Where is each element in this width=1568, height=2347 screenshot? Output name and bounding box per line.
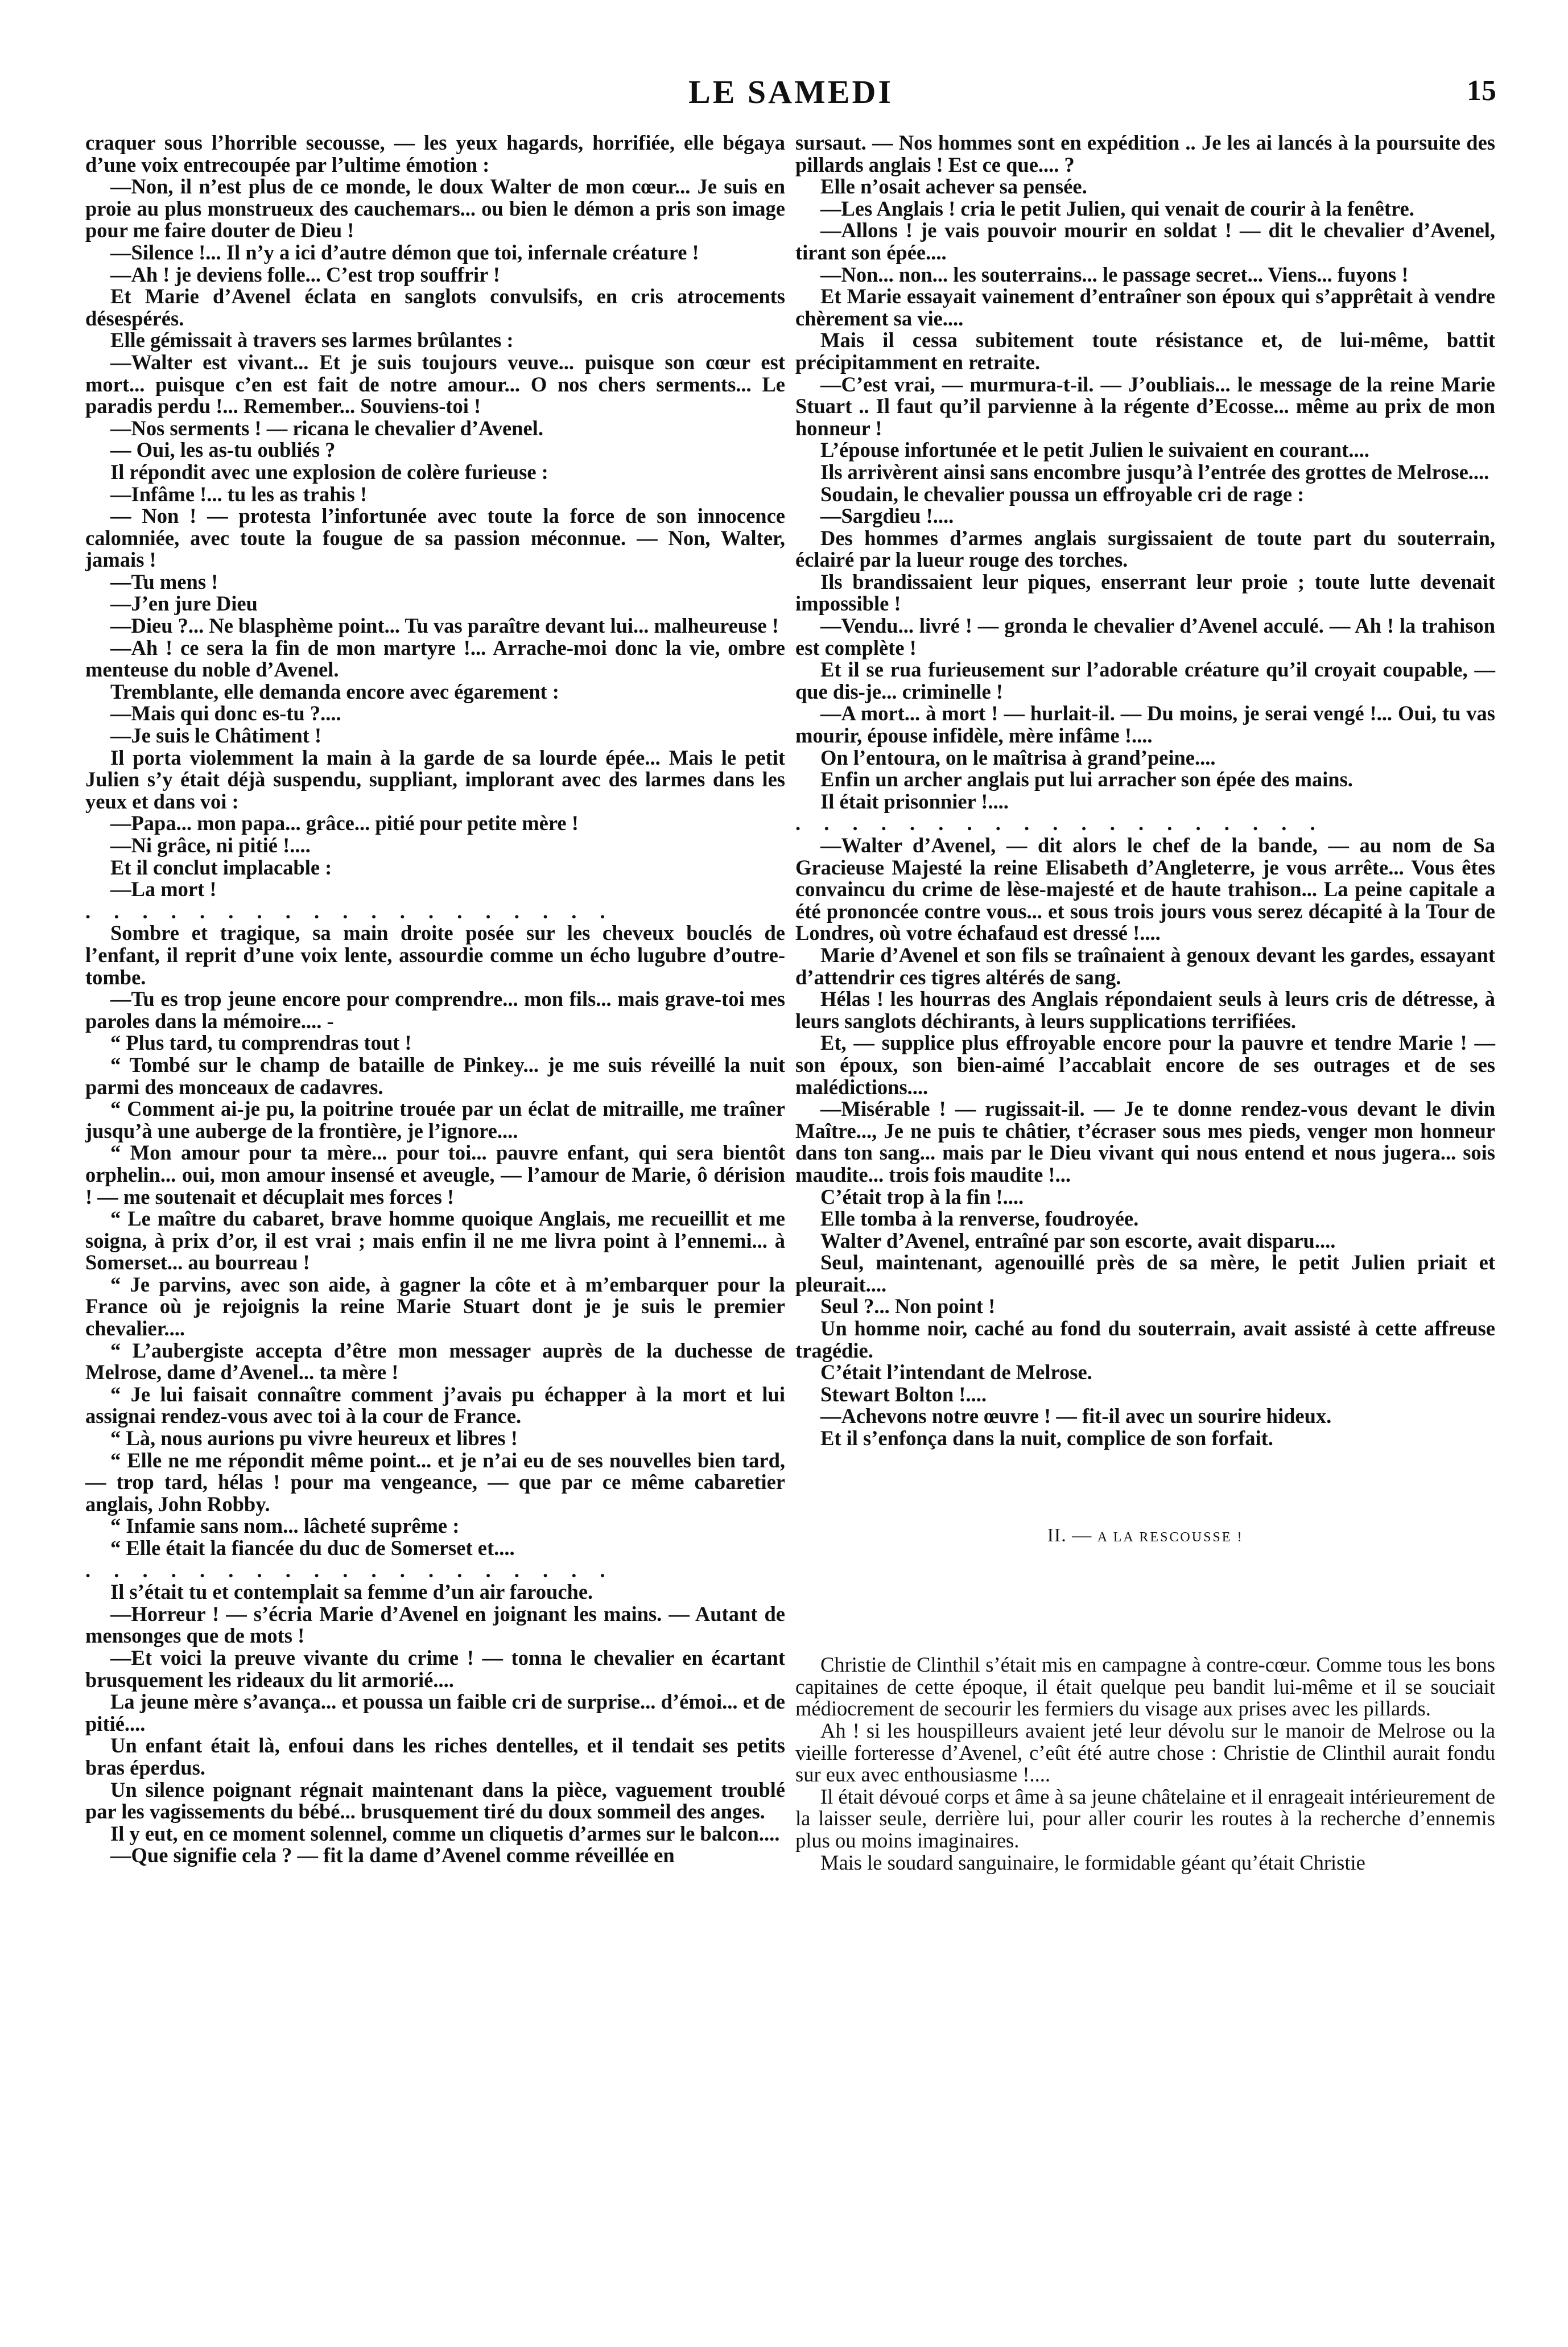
paragraph: Il répondit avec une explosion de colère furieuse :: [110, 460, 548, 484]
paragraph: —Silence !... Il n’y a ici d’autre démon que toi, infernale créature !: [110, 240, 699, 264]
paragraph: —Vendu... livré ! — gronda le chevalier d’Avenel acculé. — Ah ! la trahison est complète !: [795, 614, 1495, 659]
scene-break: . . . . . . . . . . . . . . . . . . .: [85, 899, 614, 923]
right-column-next-chapter: [795, 1654, 1495, 1874]
paragraph: Seul ?... Non point !: [820, 1294, 996, 1318]
paragraph: “ Je lui faisait connaître comment j’avais pu échapper à la mort et lui assignai rendez-vous avec toi à la cour de France.: [85, 1382, 785, 1428]
left-column: [85, 132, 785, 1867]
paragraph: Un enfant était là, enfoui dans les riches dentelles, et il tendait ses petits bras éperdus.: [85, 1734, 785, 1779]
paragraph: Ils brandissaient leur piques, enserrant leur proie ; toute lutte devenait impossible !: [795, 570, 1495, 616]
paragraph: —Dieu ?... Ne blasphème point... Tu vas paraître devant lui... malheureuse !: [110, 614, 779, 638]
journal-title: LE SAMEDI: [688, 73, 893, 110]
paragraph: Ils arrivèrent ainsi sans encombre jusqu’à l’entrée des grottes de Melrose....: [820, 460, 1489, 484]
paragraph: —Ah ! ce sera la fin de mon martyre !... Arrache-moi donc la vie, ombre menteuse du noble d’Avenel.: [85, 636, 785, 682]
paragraph: —Je suis le Châtiment !: [110, 724, 322, 748]
paragraph: Enfin un archer anglais put lui arracher son épée des mains.: [820, 768, 1353, 791]
paragraph: —Et voici la preuve vivante du crime ! — tonna le chevalier en écartant brusquement les rideaux du lit armorié....: [85, 1645, 785, 1692]
section-heading-text: A LA RESCOUSSE !: [1097, 1529, 1244, 1545]
paragraph: L’épouse infortunée et le petit Julien le suivaient en courant....: [820, 438, 1369, 462]
paragraph: Et il se rua furieusement sur l’adorable créature qu’il croyait coupable, — que dis-je... criminelle !: [795, 658, 1495, 703]
page-header: [85, 73, 1496, 118]
paragraph: —Papa... mon papa... grâce... pitié pour petite mère !: [110, 811, 579, 835]
paragraph: Mais le soudard sanguinaire, le formidable géant qu’était Christie: [820, 1850, 1365, 1874]
paragraph: “ L’aubergiste accepta d’être mon messager auprès de la duchesse de Melrose, dame d’Avenel... ta mère !: [85, 1338, 785, 1384]
paragraph: —Allons ! je vais pouvoir mourir en soldat ! — dit le chevalier d’Avenel, tirant son épée....: [795, 218, 1495, 264]
paragraph: —Sargdieu !....: [820, 504, 954, 528]
paragraph: —Nos serments ! — ricana le chevalier d’Avenel.: [110, 416, 543, 440]
paragraph: —Que signifie cela ? — fit la dame d’Avenel comme réveillée en: [110, 1843, 675, 1867]
paragraph: “ Je parvins, avec son aide, à gagner la côte et à m’embarquer pour la France où je rejoignis la reine Marie Stuart dont je je suis le premier chevalier....: [85, 1272, 785, 1340]
paragraph: Et il s’enfonça dans la nuit, complice de son forfait.: [820, 1426, 1273, 1450]
paragraph: Seul, maintenant, agenouillé près de sa mère, le petit Julien priait et pleurait....: [795, 1251, 1495, 1296]
paragraph: Sombre et tragique, sa main droite posée sur les cheveux bouclés de l’enfant, il reprit d’une voix lente, assourdie comme un écho lugubre d’outre-tombe.: [85, 921, 785, 989]
paragraph: Et, — supplice plus effroyable encore pour la pauvre et tendre Marie ! — son époux, son bien-aimé l’accablait encore de ses outrages et de ses malédictions....: [795, 1031, 1495, 1099]
right-column-text: [795, 132, 1495, 1450]
paragraph: —Infâme !... tu les as trahis !: [110, 482, 368, 506]
paragraph: “ Le maître du cabaret, brave homme quoique Anglais, me recueillit et me soigna, à prix d’or, il est vrai ; mais enfin il ne me livra point à l’ennemi... à Somerset... au bourreau !: [85, 1207, 785, 1274]
paragraph: —J’en jure Dieu: [110, 592, 258, 616]
paragraph: On l’entoura, on le maîtrisa à grand’peine....: [820, 745, 1216, 769]
paragraph: Soudain, le chevalier poussa un effroyable cri de rage :: [820, 482, 1305, 506]
paragraph: Des hommes d’armes anglais surgissaient de toute part du souterrain, éclairé par la lueur rouge des torches.: [795, 526, 1495, 572]
paragraph: Et Marie essayait vainement d’entraîner son époux qui s’apprêtait à vendre chèrement sa vie....: [795, 284, 1495, 330]
paragraph: Il était prisonnier !....: [820, 789, 1009, 813]
paragraph: Walter d’Avenel, entraîné par son escorte, avait disparu....: [820, 1228, 1336, 1252]
paragraph: Il était dévoué corps et âme à sa jeune châtelaine et il enrageait intérieurement de la laisser seule, derrière lui, pour aller courir les routes à la recherche d’ennemis plus ou moins imaginaires.: [795, 1784, 1495, 1852]
paragraph: “ Tombé sur le champ de bataille de Pinkey... je me suis réveillé la nuit parmi des monceaux de cadavres.: [85, 1053, 785, 1099]
paragraph: —Walter d’Avenel, — dit alors le chef de la bande, — au nom de Sa Gracieuse Majesté la reine Elisabeth d’Angleterre, je vous arrête... Vous êtes convaincu du crime de lèse-majesté et de haute trahison... La peine capitale a été prononcée contre vous... et sous trois jours vous serez décapité à la Tour de Londres, où votre échafaud est dressé !....: [795, 834, 1495, 945]
scene-break: . . . . . . . . . . . . . . . . . . .: [795, 811, 1324, 835]
paragraph: —La mort !: [110, 877, 217, 901]
paragraph: Mais il cessa subitement toute résistance et, de lui-même, battit précipitamment en retraite.: [795, 328, 1495, 374]
paragraph: Un silence poignant régnait maintenant dans la pièce, vaguement troublé par les vagissements du bébé... brusquement tiré du doux sommeil des anges.: [85, 1777, 785, 1824]
paragraph: —C’est vrai, — murmura-t-il. — J’oubliais... le message de la reine Marie Stuart .. Il faut qu’il parvienne à la régente d’Ecosse... même au prix de mon honneur !: [795, 372, 1495, 440]
paragraph: Tremblante, elle demanda encore avec égarement :: [110, 679, 559, 703]
paragraph: — Oui, les as-tu oubliés ?: [110, 438, 336, 462]
section-numeral: II. —: [1047, 1524, 1092, 1546]
page-number: 15: [1467, 75, 1496, 107]
paragraph: “ Elle ne me répondit même point... et je n’ai eu de ses nouvelles bien tard, — trop tard, hélas ! pour ma vengeance, — que par ce même cabaretier anglais, John Robby.: [85, 1448, 785, 1516]
paragraph: C’était trop à la fin !....: [820, 1185, 1024, 1208]
paragraph: Elle gémissait à travers ses larmes brûlantes :: [110, 328, 514, 352]
paragraph: Stewart Bolton !....: [820, 1382, 987, 1406]
paragraph: Il porta violemment la main à la garde de sa lourde épée... Mais le petit Julien s’y était déjà suspendu, suppliant, implorant avec des larmes dans les yeux et dans voi :: [85, 745, 785, 813]
section-title: [795, 1525, 1495, 1549]
paragraph: sursaut. — Nos hommes sont en expédition .. Je les ai lancés à la poursuite des pillards anglais ! Est ce que.... ?: [795, 131, 1495, 176]
paragraph: —Mais qui donc es-tu ?....: [110, 702, 341, 725]
paragraph: —Misérable ! — rugissait-il. — Je te donne rendez-vous devant le divin Maître..., Je ne puis te châtier, t’écraser sous mes pieds, venger mon honneur dans ton sang... mais par le Dieu vivant qui nous entend et nous jugera... sois maudite... trois fois maudite !...: [795, 1097, 1495, 1186]
paragraph: Christie de Clinthil s’était mis en campagne à contre-cœur. Comme tous les bons capitaines de cette époque, il était quelque peu bandit lui-même et il se souciait médiocrement de secourir les fermiers du visage aux prises avec les pillards.: [795, 1653, 1495, 1721]
paragraph: Elle n’osait achever sa pensée.: [820, 175, 1087, 199]
paragraph: “ Elle était la fiancée du duc de Somerset et....: [110, 1536, 515, 1560]
paragraph: —Tu mens !: [110, 570, 218, 593]
paragraph: —Tu es trop jeune encore pour comprendre... mon fils... mais grave-toi mes paroles dans la mémoire.... -: [85, 987, 785, 1033]
paragraph: Marie d’Avenel et son fils se traînaient à genoux devant les gardes, essayant d’attendrir ces tigres altérés de sang.: [795, 943, 1495, 989]
scene-break: . . . . . . . . . . . . . . . . . . .: [85, 1558, 614, 1582]
paragraph: — Non ! — protesta l’infortunée avec toute la force de son innocence calomniée, avec toute la fougue de sa passion méconnue. — Non, Walter, jamais !: [85, 504, 785, 572]
paragraph: —Horreur ! — s’écria Marie d’Avenel en joignant les mains. — Autant de mensonges que de mots !: [85, 1602, 785, 1648]
paragraph: Il y eut, en ce moment solennel, comme un cliquetis d’armes sur le balcon....: [110, 1821, 780, 1845]
paragraph: “ Mon amour pour ta mère... pour toi... pauvre enfant, qui sera bientôt orphelin... oui, mon amour insensé et aveugle, — l’amour de Marie, ô dérision ! — me soutenait et décuplait mes forces !: [85, 1141, 785, 1208]
paragraph: “ Infamie sans nom... lâcheté suprême :: [110, 1514, 460, 1538]
paragraph: Elle tomba à la renverse, foudroyée.: [820, 1207, 1139, 1231]
paragraph: —A mort... à mort ! — hurlait-il. — Du moins, je serai vengé !... Oui, tu vas mourir, épouse infidèle, mère infâme !....: [795, 702, 1495, 748]
paragraph: —Walter est vivant... Et je suis toujours veuve... puisque son cœur est mort... puisque c’en est fait de notre amour... O nos chers serments... Le paradis perdu !... Remember... Souviens-toi !: [85, 350, 785, 418]
paragraph: Et Marie d’Avenel éclata en sanglots convulsifs, en cris atrocements désespérés.: [85, 284, 785, 330]
paragraph: “ Comment ai-je pu, la poitrine trouée par un éclat de mitraille, me traîner jusqu’à une auberge de la frontière, je l’ignore....: [85, 1097, 785, 1142]
paragraph: Un homme noir, caché au fond du souterrain, avait assisté à cette affreuse tragédie.: [795, 1317, 1495, 1362]
paragraph: craquer sous l’horrible secousse, — les yeux hagards, horrifiée, elle bégaya d’une voix entrecoupée par l’ultime émotion :: [85, 131, 785, 176]
paragraph: Il s’était tu et contemplait sa femme d’un air farouche.: [110, 1580, 593, 1604]
paragraph: La jeune mère s’avança... et poussa un faible cri de surprise... d’émoi... et de pitié....: [85, 1690, 785, 1735]
paragraph: —Ni grâce, ni pitié !....: [110, 834, 311, 857]
paragraph: —Les Anglais ! cria le petit Julien, qui venait de courir à la fenêtre.: [820, 196, 1414, 220]
right-column: [795, 132, 1495, 1874]
paragraph: Ah ! si les houspilleurs avaient jeté leur dévolu sur le manoir de Melrose ou la vieille forteresse d’Avenel, c’eût été autre chose : Christie de Clinthil aurait fondu sur eux avec enthousiasme !....: [795, 1719, 1495, 1787]
paragraph: —Ah ! je deviens folle... C’est trop souffrir !: [110, 262, 500, 286]
paragraph: “ Là, nous aurions pu vivre heureux et libres !: [110, 1426, 518, 1450]
paragraph: —Non, il n’est plus de ce monde, le doux Walter de mon cœur... Je suis en proie au plus monstrueux des cauchemars... ou bien le démon a pris son image pour me faire douter de Dieu !: [85, 175, 785, 242]
paragraph: Et il conclut implacable :: [110, 855, 332, 879]
paragraph: C’était l’intendant de Melrose.: [820, 1360, 1092, 1384]
paragraph: “ Plus tard, tu comprendras tout !: [110, 1031, 412, 1055]
paragraph: Hélas ! les hourras des Anglais répondaient seuls à leurs cris de détresse, à leurs sanglots déchirants, à leurs supplications terrifiées.: [795, 987, 1495, 1033]
paragraph: —Non... non... les souterrains... le passage secret... Viens... fuyons !: [820, 262, 1409, 286]
paragraph: —Achevons notre œuvre ! — fit-il avec un sourire hideux.: [820, 1404, 1332, 1428]
